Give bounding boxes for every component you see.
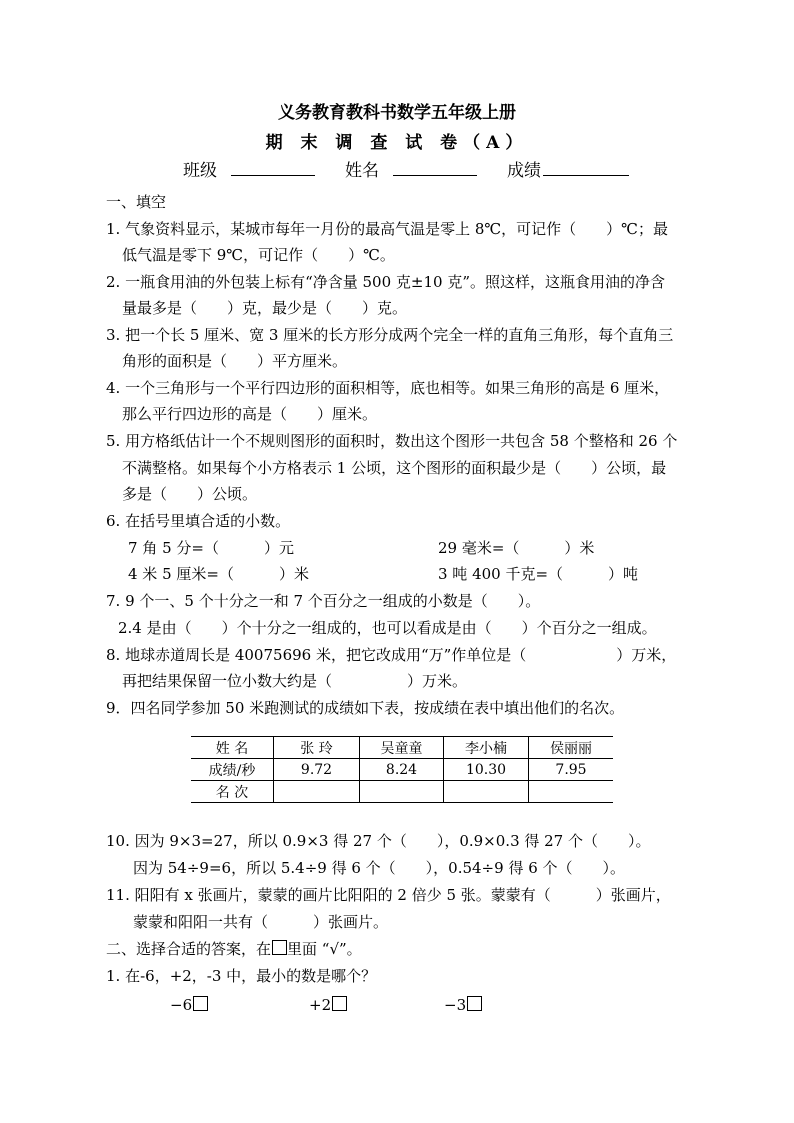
exam-title: 义务教育教科书数学五年级上册 xyxy=(278,103,516,123)
table-header-cell: 吴童童 xyxy=(360,737,444,759)
section2-heading xyxy=(106,938,362,960)
question-2-line1: 2. 一瓶食用油的外包装上标有“净含量 500 克±10 克”。照这样，这瓶食用油的净含 xyxy=(106,273,666,291)
table-header-row xyxy=(191,737,613,759)
question-4-line2: 那么平行四边形的高是（ ）厘米。 xyxy=(122,405,378,423)
answer-checkbox[interactable] xyxy=(332,996,347,1011)
rank-input-cell[interactable] xyxy=(274,781,360,803)
question-10-line1: 10. 因为 9×3=27，所以 0.9×3 得 27 个（ ），0.9×0.3 得 27 个（ ）。 xyxy=(106,832,651,850)
section1-heading: 一、填空 xyxy=(106,193,167,211)
exam-subtitle: 期 末 调 查 试 卷（A） xyxy=(265,133,529,153)
table-header-cell: 李小楠 xyxy=(444,737,529,759)
rank-input-cell[interactable] xyxy=(444,781,529,803)
table-row xyxy=(191,781,613,803)
question-3-line2: 角形的面积是（ ）平方厘米。 xyxy=(122,352,348,370)
option-label: −6 xyxy=(170,996,193,1014)
question-11-line1: 11. 阳阳有 x 张画片，蒙蒙的画片比阳阳的 2 倍少 5 张。蒙蒙有（ ）张画片， xyxy=(106,886,671,904)
question-2-line2: 量最多是（ ）克，最少是（ ）克。 xyxy=(122,299,408,317)
question-11-line2: 蒙蒙和阳阳一共有（ ）张画片。 xyxy=(133,913,389,931)
question-3-line1: 3. 把一个长 5 厘米、宽 3 厘米的长方形分成两个完全一样的直角三角形，每个直角三 xyxy=(106,326,674,344)
class-blank[interactable] xyxy=(231,157,315,176)
question-1-line2: 低气温是零下 9℃，可记作（ ）℃。 xyxy=(122,246,395,264)
answer-checkbox[interactable] xyxy=(193,996,208,1011)
option-plus-2 xyxy=(309,994,347,1016)
section2-heading-text-end: 里面 “√”。 xyxy=(287,940,362,958)
question-7-line2: 2.4 是由（ ）个十分之一组成的，也可以看成是由（ ）个百分之一组成。 xyxy=(118,619,657,637)
table-cell: 7.95 xyxy=(529,759,614,781)
question-8-line1: 8. 地球赤道周长是 40075696 米，把它改成用“万”作单位是（ ）万米， xyxy=(106,646,677,664)
table-cell: 名 次 xyxy=(191,781,274,803)
option-minus-3 xyxy=(444,994,482,1016)
question-10-line2: 因为 54÷9=6，所以 5.4÷9 得 6 个（ ），0.54÷9 得 6 个（ ）。 xyxy=(133,859,626,877)
checkbox-square-icon xyxy=(272,940,287,955)
student-info-row xyxy=(183,156,629,181)
q6-item-1: 7 角 5 分=（ ）元 xyxy=(128,539,294,557)
answer-checkbox[interactable] xyxy=(467,996,482,1011)
section2-heading-text: 二、选择合适的答案，在 xyxy=(106,940,272,958)
score-table xyxy=(191,736,613,803)
question-8-line2: 再把结果保留一位小数大约是（ ）万米。 xyxy=(122,672,468,690)
question-7-line1: 7. 9 个一、5 个十分之一和 7 个百分之一组成的小数是（ ）。 xyxy=(106,592,541,610)
question-5-line1: 5. 用方格纸估计一个不规则图形的面积时，数出这个图形一共包含 58 个整格和 26 个 xyxy=(106,432,678,450)
name-blank[interactable] xyxy=(393,157,477,176)
q6-item-3: 4 米 5 厘米=（ ）米 xyxy=(128,565,309,583)
table-cell: 9.72 xyxy=(274,759,360,781)
table-header-cell: 侯丽丽 xyxy=(529,737,614,759)
option-minus-6 xyxy=(170,994,208,1016)
q6-item-2: 29 毫米=（ ）米 xyxy=(438,539,595,557)
name-label: 姓名 xyxy=(345,161,379,181)
score-blank[interactable] xyxy=(543,157,629,176)
class-label: 班级 xyxy=(183,161,217,181)
question-6-line1: 6. 在括号里填合适的小数。 xyxy=(106,512,291,530)
question-5-line2: 不满整格。如果每个小方格表示 1 公顷，这个图形的面积最少是（ ）公顷，最 xyxy=(122,459,667,477)
table-cell: 成绩/秒 xyxy=(191,759,274,781)
q6-item-4: 3 吨 400 千克=（ ）吨 xyxy=(438,565,639,583)
table-cell: 10.30 xyxy=(444,759,529,781)
option-label: −3 xyxy=(444,996,467,1014)
option-label: +2 xyxy=(309,996,332,1014)
question-1-line1: 1. 气象资料显示，某城市每年一月份的最高气温是零上 8℃，可记作（ ）℃；最 xyxy=(106,220,668,238)
table-row xyxy=(191,759,613,781)
rank-input-cell[interactable] xyxy=(360,781,444,803)
table-cell: 8.24 xyxy=(360,759,444,781)
section2-question-1: 1. 在-6，+2，-3 中，最小的数是哪个？ xyxy=(106,967,377,985)
rank-input-cell[interactable] xyxy=(529,781,614,803)
table-header-cell: 姓 名 xyxy=(191,737,274,759)
table-header-cell: 张 玲 xyxy=(274,737,360,759)
question-4-line1: 4. 一个三角形与一个平行四边形的面积相等，底也相等。如果三角形的高是 6 厘米， xyxy=(106,379,670,397)
question-9-line1: 9．四名同学参加 50 米跑测试的成绩如下表，按成绩在表中填出他们的名次。 xyxy=(106,699,625,717)
question-5-line3: 多是（ ）公顷。 xyxy=(122,485,258,503)
score-label: 成绩 xyxy=(507,161,541,181)
